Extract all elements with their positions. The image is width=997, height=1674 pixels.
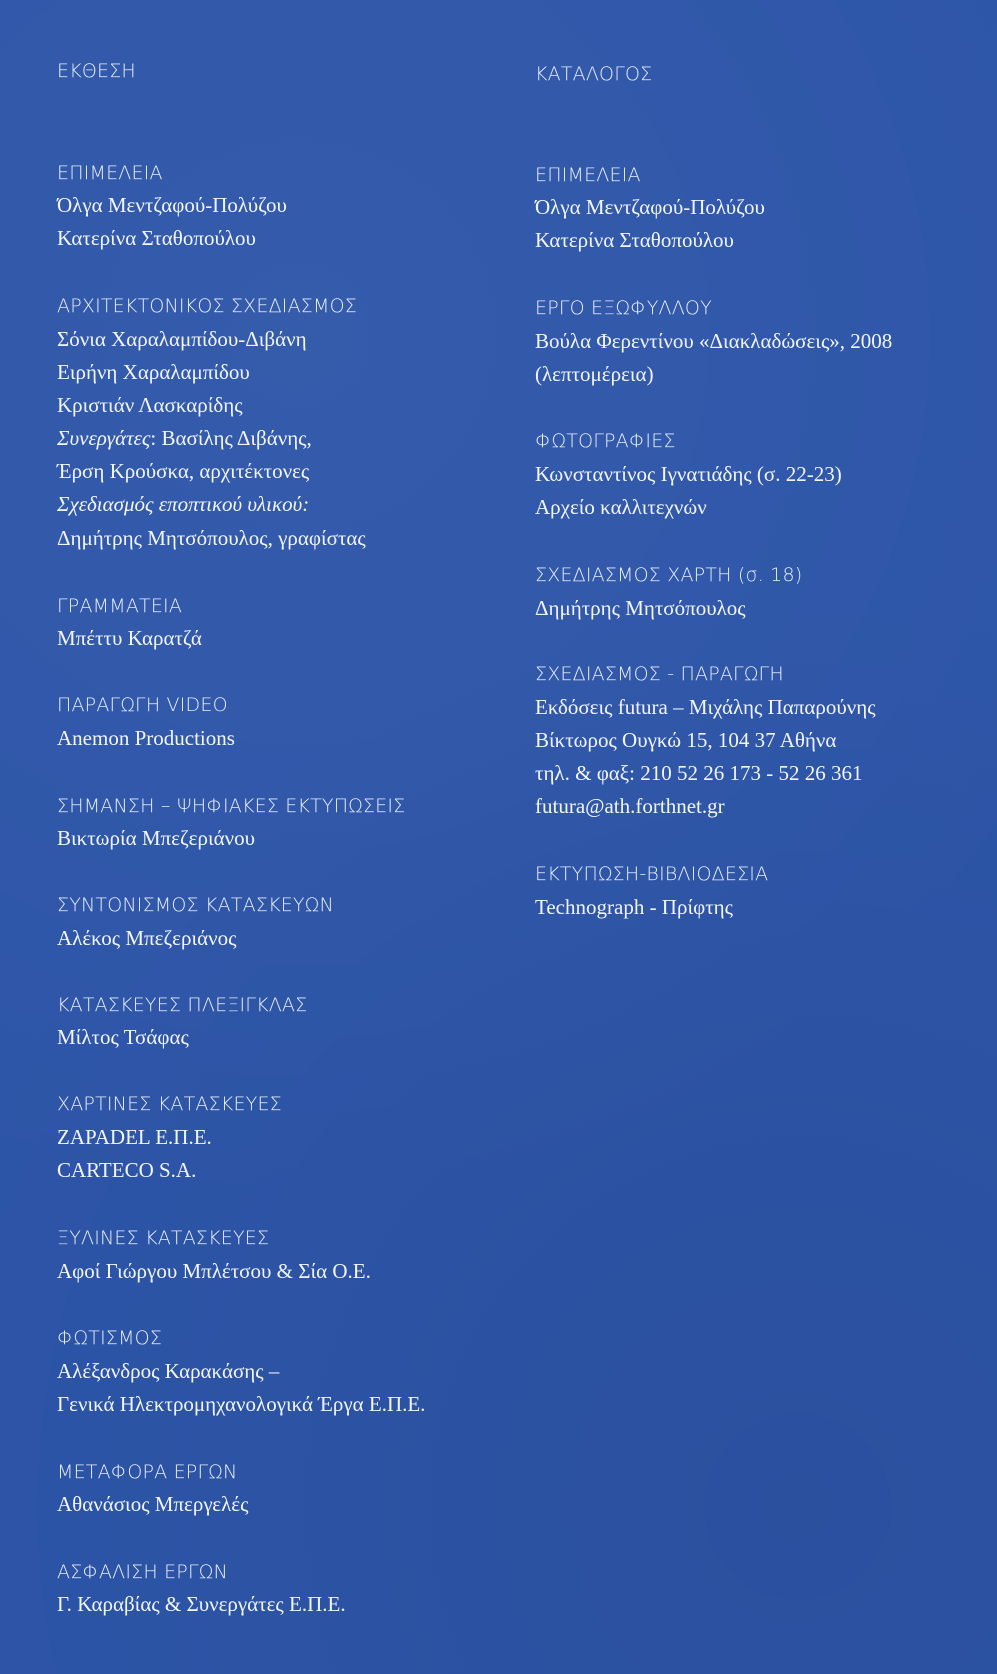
credit-name: Σόνια Χαραλαμπίδου-Διβάνη [57, 327, 307, 351]
catalogue-title: ΚΑΤΑΛΟΓΟΣ [535, 63, 653, 85]
artwork-insurance-heading: ΑΣΦΑΛΙΣΗ ΕΡΓΩΝ [57, 1561, 228, 1583]
credit-name: Αθανάσιος Μπεργελές [57, 1492, 249, 1516]
curation-heading: ΕΠΙΜΕΛΕΙΑ [57, 162, 163, 184]
credit-name: Δημήτρης Μητσόπουλος [535, 596, 746, 620]
collaborators-label: Συνεργάτες [57, 426, 151, 450]
exhibition-title: ΕΚΘΕΣΗ [57, 60, 136, 82]
credit-name: Γενικά Ηλεκτρομηχανολογικά Έργα Ε.Π.Ε. [57, 1392, 426, 1416]
credit-name: (λεπτομέρεια) [535, 362, 654, 386]
credit-name: Anemon Productions [57, 726, 235, 750]
wooden-constructions-heading: ΞΥΛΙΝΕΣ ΚΑΤΑΣΚΕΥΕΣ [57, 1227, 270, 1249]
credit-name: Κριστιάν Λασκαρίδης [57, 393, 243, 417]
lighting-heading: ΦΩΤΙΣΜΟΣ [57, 1327, 163, 1349]
architecture-heading: ΑΡΧΙΤΕΚΤΟΝΙΚΟΣ ΣΧΕΔΙΑΣΜΟΣ [57, 295, 357, 317]
credit-name: Κατερίνα Σταθοπούλου [535, 228, 734, 252]
phone-fax-line: τηλ. & φαξ: 210 52 26 173 - 52 26 361 [535, 761, 863, 785]
credit-name: Αφοί Γιώργου Μπλέτσου & Σία Ο.Ε. [57, 1259, 371, 1283]
credit-name: Κατερίνα Σταθοπούλου [57, 226, 256, 250]
credit-name: Αλέκος Μπεζεριάνος [57, 926, 237, 950]
credit-name: Αλέξανδρος Καρακάσης – [57, 1359, 280, 1383]
visual-design-name: Δημήτρης Μητσόπουλος, γραφίστας [57, 526, 366, 550]
credit-name: Βούλα Φερεντίνου «Διακλαδώσεις», 2008 [535, 329, 893, 353]
credit-name: Γ. Καραβίας & Συνεργάτες Ε.Π.Ε. [57, 1592, 346, 1616]
secretariat-heading: ΓΡΑΜΜΑΤΕΙΑ [57, 595, 183, 617]
video-production-heading: ΠΑΡΑΓΩΓΗ VIDEO [57, 694, 228, 716]
address-line: Βίκτωρος Ουγκώ 15, 104 37 Αθήνα [535, 728, 837, 752]
collaborators-line-2: Έρση Κρούσκα, αρχιτέκτονες [57, 459, 310, 483]
cover-artwork-heading: ΕΡΓΟ ΕΞΩΦΥΛΛΟΥ [535, 297, 712, 319]
credit-name: Εκδόσεις futura – Μιχάλης Παπαρούνης [535, 695, 876, 719]
credit-name: Όλγα Μεντζαφού-Πολύζου [57, 193, 287, 217]
credit-name: Μίλτος Τσάφας [57, 1025, 189, 1049]
artwork-transport-heading: ΜΕΤΑΦΟΡΑ ΕΡΓΩΝ [57, 1461, 238, 1483]
credit-name: Κωνσταντίνος Ιγνατιάδης (σ. 22-23) [535, 462, 842, 486]
credit-name: Ειρήνη Χαραλαμπίδου [57, 360, 250, 384]
visual-design-label: Σχεδιασμός εποπτικού υλικού: [57, 492, 310, 516]
design-production-heading: ΣΧΕΔΙΑΣΜΟΣ - ΠΑΡΑΓΩΓΗ [535, 663, 784, 685]
printing-binding-heading: ΕΚΤΥΠΩΣΗ-ΒΙΒΛΙΟΔΕΣΙΑ [535, 863, 769, 885]
paper-constructions-heading: ΧΑΡΤΙΝΕΣ ΚΑΤΑΣΚΕΥΕΣ [57, 1093, 282, 1115]
credit-name: Μπέττυ Καρατζά [57, 626, 202, 650]
map-design-heading: ΣΧΕΔΙΑΣΜΟΣ ΧΑΡΤΗ (σ. 18) [535, 564, 803, 586]
collaborators-names: : Βασίλης Διβάνης, [150, 426, 312, 450]
signage-heading: ΣΗΜΑΝΣΗ – ΨΗΦΙΑΚΕΣ ΕΚΤΥΠΩΣΕΙΣ [57, 795, 406, 817]
credit-name: Technograph - Πρίφτης [535, 895, 733, 919]
construction-coordination-heading: ΣΥΝΤΟΝΙΣΜΟΣ ΚΑΤΑΣΚΕΥΩΝ [57, 894, 334, 916]
credit-name: Βικτωρία Μπεζεριάνου [57, 826, 256, 850]
collaborators-line [57, 426, 312, 451]
curation-heading: ΕΠΙΜΕΛΕΙΑ [535, 164, 641, 186]
credit-name: Όλγα Μεντζαφού-Πολύζου [535, 195, 765, 219]
email-line: futura@ath.forthnet.gr [535, 794, 725, 818]
credit-name: Αρχείο καλλιτεχνών [535, 495, 707, 519]
credit-name: CARTECO S.A. [57, 1158, 197, 1182]
credit-name: ZAPADEL Ε.Π.Ε. [57, 1125, 212, 1149]
photographs-heading: ΦΩΤΟΓΡΑΦΙΕΣ [535, 430, 676, 452]
plexiglass-heading: ΚΑΤΑΣΚΕΥΕΣ ΠΛΕΞΙΓΚΛΑΣ [57, 994, 308, 1016]
